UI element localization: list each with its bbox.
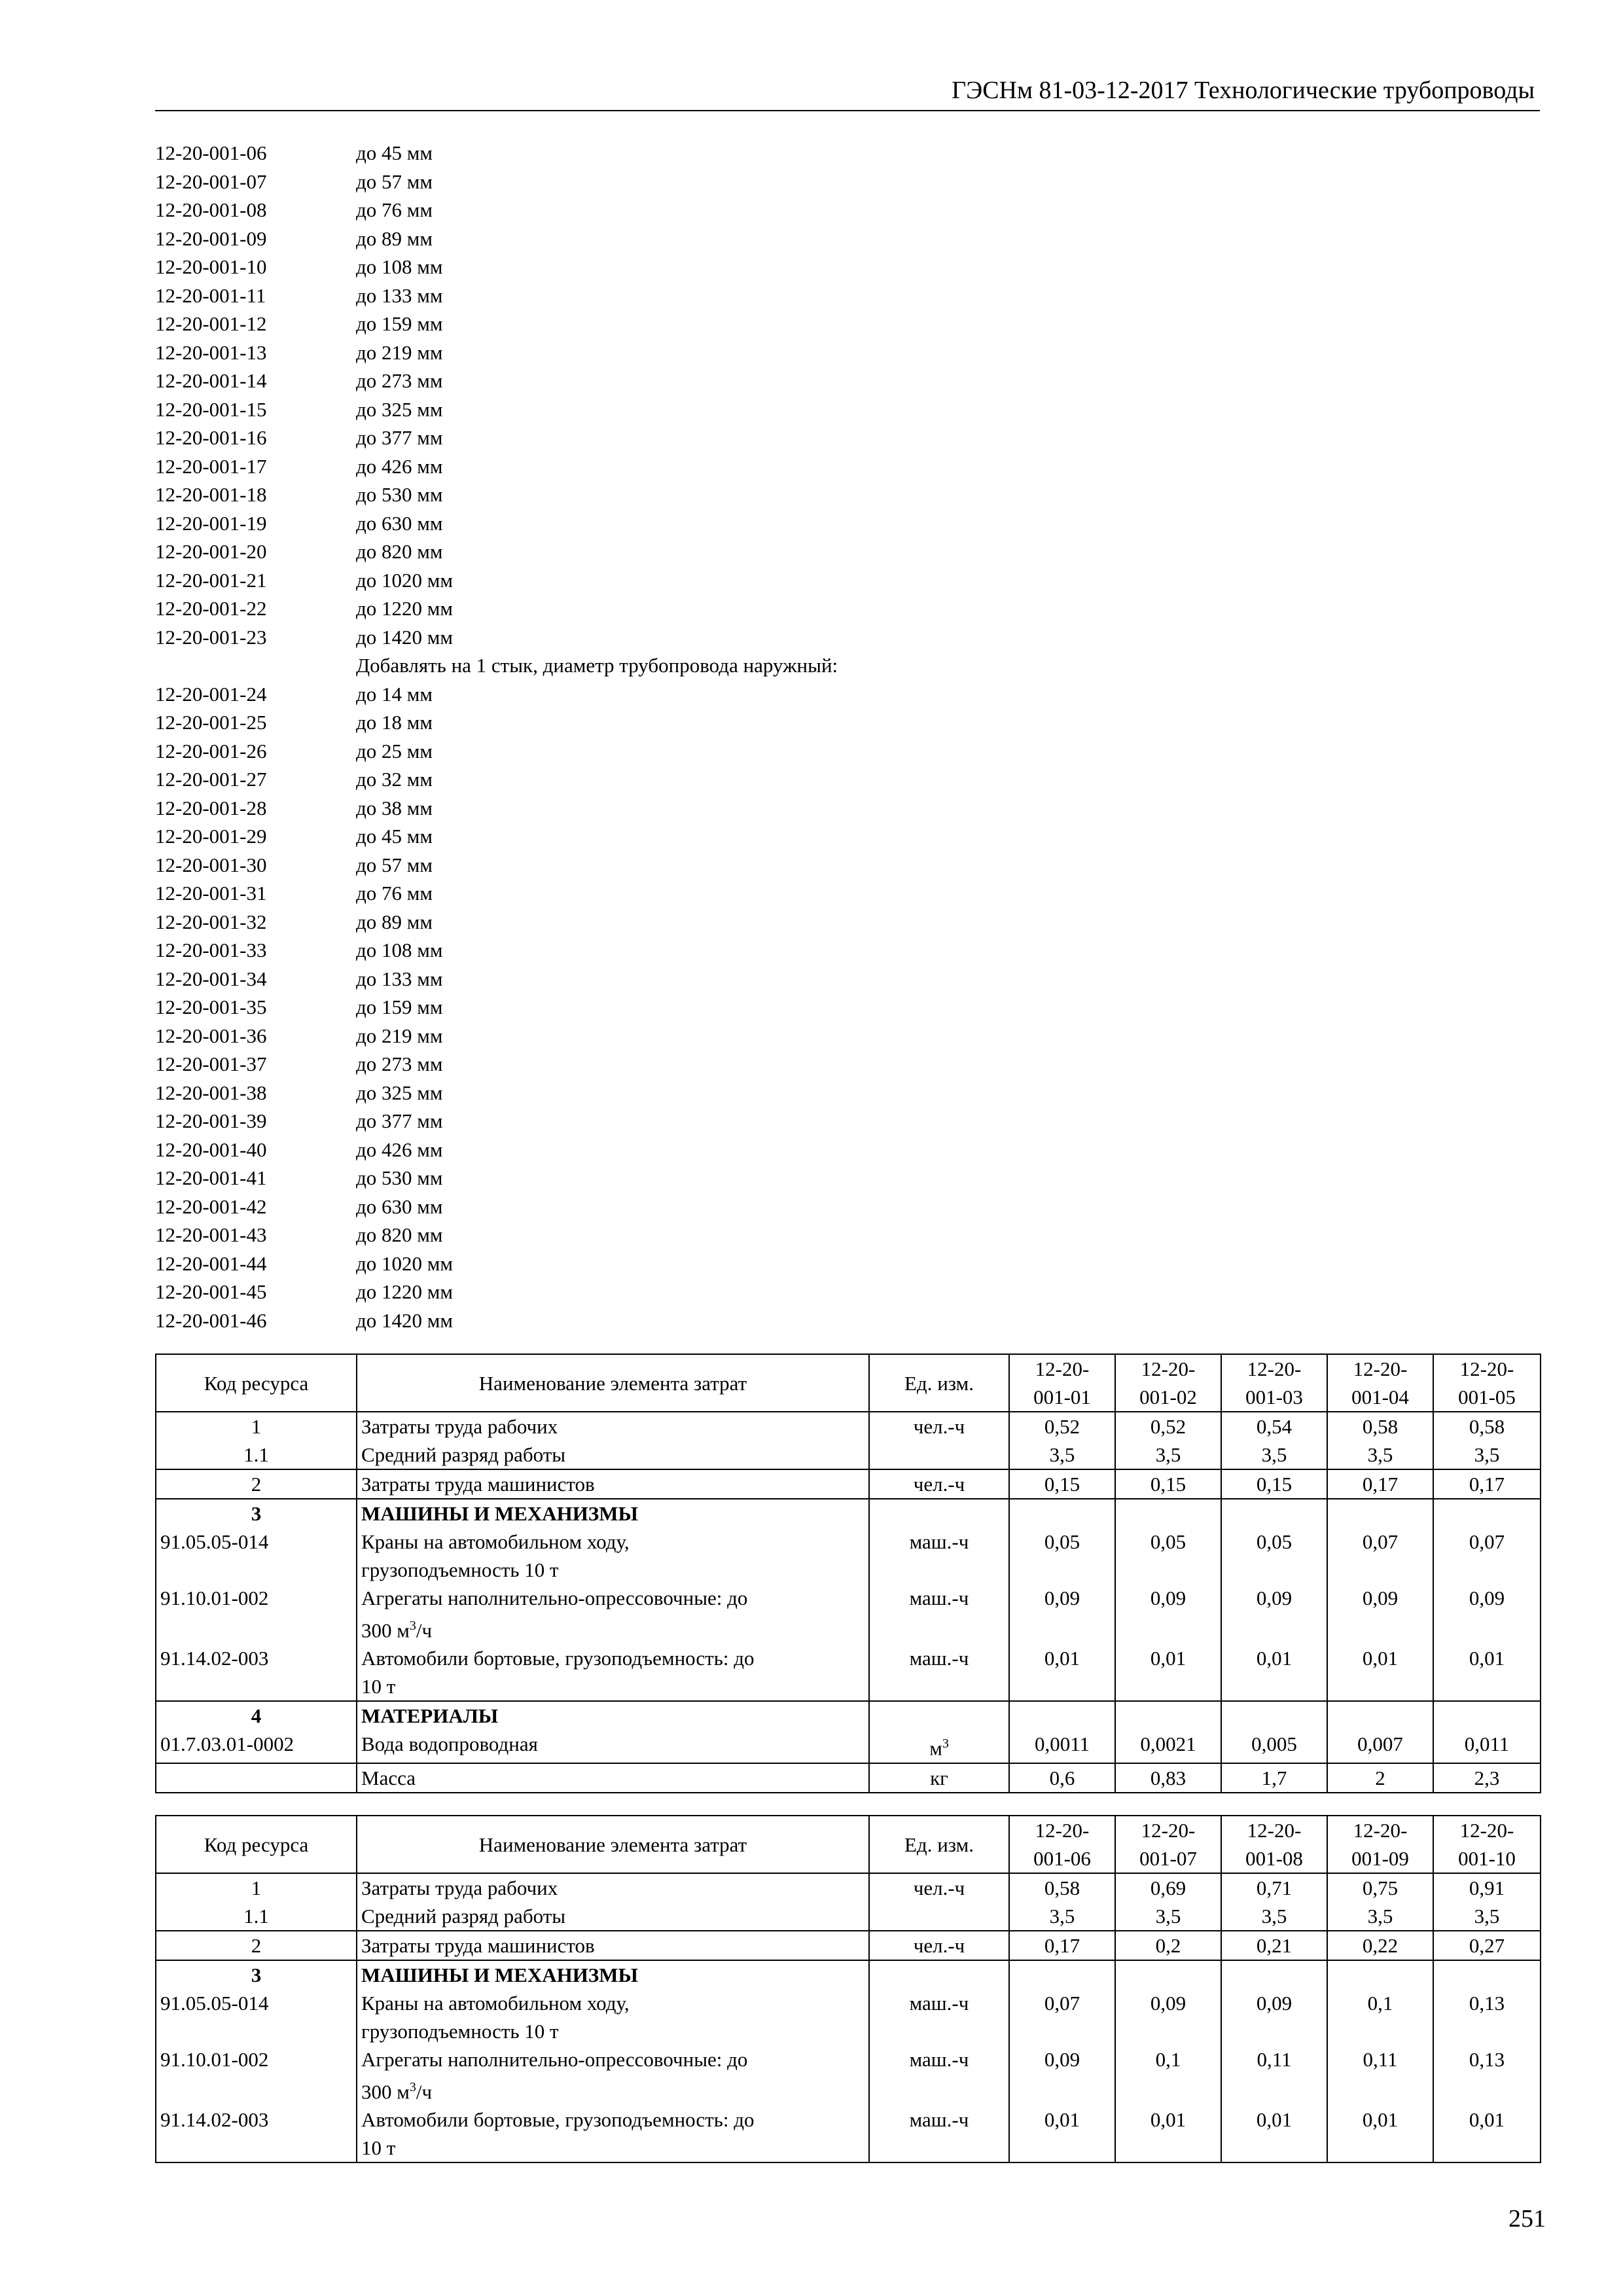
row-code: 91.14.02-003	[156, 1644, 357, 1701]
row-name: МАШИНЫ И МЕХАНИЗМЫ	[357, 1499, 869, 1528]
norm-code-bottom: 001-05	[1458, 1386, 1516, 1408]
row-value: 0,17	[1327, 1469, 1433, 1499]
list-item-code: 12-20-001-31	[155, 882, 267, 905]
row-code: 91.14.02-003	[156, 2106, 357, 2162]
row-name: Средний разряд работы	[357, 1902, 869, 1931]
row-value: 0,09	[1009, 1584, 1115, 1644]
list-item-desc: до 1220 мм	[356, 597, 454, 620]
row-name-tail: /ч	[416, 1619, 433, 1642]
row-value	[1221, 1499, 1327, 1528]
norm-code-bottom: 001-10	[1458, 1847, 1516, 1870]
row-name	[357, 1644, 869, 1701]
list-item-code: 12-20-001-33	[155, 939, 267, 961]
list-item-desc: до 325 мм	[356, 397, 443, 421]
row-value: 0,01	[1433, 1644, 1541, 1701]
row-value	[1115, 1701, 1221, 1730]
list-item-code: 12-20-001-25	[155, 711, 267, 734]
page-header	[155, 73, 1540, 111]
row-unit	[869, 1902, 1009, 1931]
row-name	[357, 1989, 869, 2045]
row-value: 0,13	[1433, 1989, 1541, 2045]
row-value: 0,09	[1327, 1584, 1433, 1644]
row-name-line1: Агрегаты наполнительно-опрессовочные: до	[361, 2048, 748, 2071]
list-item-code: 12-20-001-38	[155, 1081, 267, 1104]
row-value: 3,5	[1115, 1902, 1221, 1931]
header-norm	[1115, 1354, 1221, 1412]
row-value	[1009, 1960, 1115, 1989]
list-item-desc: до 14 мм	[356, 682, 433, 706]
norm-code-top: 12-20-	[1035, 1357, 1090, 1380]
table-row	[156, 1584, 1541, 1644]
row-value: 0,01	[1221, 1644, 1327, 1701]
list-item-code: 12-20-001-14	[155, 369, 267, 392]
row-value	[1221, 1960, 1327, 1989]
row-name-line2: 300 м	[361, 2080, 410, 2104]
row-value: 0,15	[1115, 1469, 1221, 1499]
header-unit: Ед. изм.	[869, 1816, 1009, 1873]
list-item-code: 12-20-001-41	[155, 1166, 267, 1189]
row-value: 3,5	[1009, 1441, 1115, 1469]
table-row	[156, 1902, 1541, 1931]
row-value: 2	[1327, 1763, 1433, 1793]
list-item-desc: до 325 мм	[356, 1081, 443, 1104]
row-value: 3,5	[1009, 1902, 1115, 1931]
row-value: 0,09	[1221, 1584, 1327, 1644]
list-item-code: 12-20-001-11	[155, 283, 266, 307]
table-row	[156, 2106, 1541, 2162]
list-item-code: 12-20-001-30	[155, 853, 267, 876]
header-norm	[1327, 1354, 1433, 1412]
row-code: 1	[156, 1873, 357, 1902]
row-name: МАШИНЫ И МЕХАНИЗМЫ	[357, 1960, 869, 1989]
row-name: Средний разряд работы	[357, 1441, 869, 1469]
list-item-desc: до 38 мм	[356, 796, 433, 819]
list-item-code: 12-20-001-09	[155, 226, 267, 250]
table-row	[156, 1701, 1541, 1730]
row-unit	[869, 1441, 1009, 1469]
row-name-line1: Автомобили бортовые, грузоподъемность: до	[361, 2108, 755, 2132]
row-value: 0,007	[1327, 1730, 1433, 1763]
header-unit: Ед. изм.	[869, 1354, 1009, 1412]
row-name: Затраты труда машинистов	[357, 1931, 869, 1960]
list-item-desc: до 820 мм	[356, 1223, 443, 1246]
list-item-code: 12-20-001-43	[155, 1223, 267, 1246]
norm-code-bottom: 001-09	[1351, 1847, 1409, 1870]
superscript: 3	[409, 1619, 416, 1633]
list-item-code: 12-20-001-16	[155, 426, 267, 449]
list-item-desc: до 1220 мм	[356, 1280, 454, 1303]
row-value: 3,5	[1221, 1902, 1327, 1931]
list-item-desc: до 530 мм	[356, 483, 443, 506]
list-item-desc: до 159 мм	[356, 996, 443, 1018]
list-item-code: 12-20-001-26	[155, 739, 267, 762]
row-code: 3	[156, 1499, 357, 1528]
row-value: 0,75	[1327, 1873, 1433, 1902]
header-norm	[1009, 1816, 1115, 1873]
row-value: 3,5	[1327, 1441, 1433, 1469]
header-norm	[1327, 1816, 1433, 1873]
list-item-desc: до 57 мм	[356, 853, 433, 876]
table-row	[156, 2045, 1541, 2106]
row-value: 2,3	[1433, 1763, 1541, 1793]
norm-code-top: 12-20-	[1247, 1357, 1302, 1380]
list-item-code: 12-20-001-29	[155, 825, 267, 848]
row-value: 0,17	[1009, 1931, 1115, 1960]
row-name-line1: Краны на автомобильном ходу,	[361, 1530, 630, 1553]
list-item-code: 12-20-001-34	[155, 967, 267, 990]
header-norm	[1009, 1354, 1115, 1412]
list-item-code: 12-20-001-39	[155, 1109, 267, 1132]
row-name-tail: /ч	[416, 2080, 433, 2104]
row-value: 0,6	[1009, 1763, 1115, 1793]
row-value: 3,5	[1433, 1902, 1541, 1931]
list-item-desc: до 530 мм	[356, 1166, 443, 1189]
table-row	[156, 1412, 1541, 1441]
list-item-code: 12-20-001-22	[155, 597, 267, 620]
table-row	[156, 1730, 1541, 1763]
row-value: 0,01	[1327, 1644, 1433, 1701]
row-name-line1: Агрегаты наполнительно-опрессовочные: до	[361, 1587, 748, 1609]
norm-code-bottom: 001-02	[1139, 1386, 1197, 1408]
header-name: Наименование элемента затрат	[357, 1816, 869, 1873]
list-item-desc: до 1020 мм	[356, 568, 454, 592]
row-code: 4	[156, 1701, 357, 1730]
norm-code-top: 12-20-	[1141, 1819, 1196, 1842]
row-value: 0,11	[1221, 2045, 1327, 2106]
row-value	[1221, 1701, 1327, 1730]
row-value: 0,58	[1433, 1412, 1541, 1441]
row-value: 0,58	[1327, 1412, 1433, 1441]
row-name	[357, 1584, 869, 1644]
row-name	[357, 2045, 869, 2106]
table-row	[156, 1528, 1541, 1584]
list-item-desc: до 45 мм	[356, 825, 433, 848]
header-title: ГЭСНм 81-03-12-2017 Технологические трубопроводы	[952, 77, 1535, 104]
row-name-line1: Краны на автомобильном ходу,	[361, 1992, 630, 2015]
row-name-line2: грузоподъемность 10 т	[361, 1558, 559, 1581]
list-item-code: 12-20-001-13	[155, 340, 267, 364]
list-item-code: 12-20-001-08	[155, 198, 267, 221]
unit-text: м	[929, 1736, 942, 1760]
row-value: 0,21	[1221, 1931, 1327, 1960]
row-name: Затраты труда рабочих	[357, 1412, 869, 1441]
row-unit: чел.-ч	[869, 1873, 1009, 1902]
row-value: 0,01	[1115, 2106, 1221, 2162]
list-item-desc: до 630 мм	[356, 1194, 443, 1218]
row-code: 01.7.03.01-0002	[156, 1730, 357, 1763]
row-name-line2: грузоподъемность 10 т	[361, 2020, 559, 2043]
row-value: 0,09	[1115, 1989, 1221, 2045]
norm-code-top: 12-20-	[1459, 1819, 1514, 1842]
list-item-desc: до 18 мм	[356, 711, 433, 734]
header-norm	[1433, 1816, 1541, 1873]
row-name-line2: 300 м	[361, 1619, 410, 1642]
header-norm	[1221, 1354, 1327, 1412]
list-item-code: 12-20-001-12	[155, 312, 267, 335]
row-unit: маш.-ч	[869, 1528, 1009, 1584]
table-row	[156, 1763, 1541, 1793]
row-code: 91.10.01-002	[156, 1584, 357, 1644]
superscript: 3	[409, 2080, 416, 2094]
row-value	[1433, 1499, 1541, 1528]
row-unit: маш.-ч	[869, 1584, 1009, 1644]
row-value: 0,07	[1433, 1528, 1541, 1584]
norm-code-top: 12-20-	[1247, 1819, 1302, 1842]
list-item-code: 12-20-001-23	[155, 625, 267, 649]
row-value: 0,0021	[1115, 1730, 1221, 1763]
row-value: 0,01	[1433, 2106, 1541, 2162]
row-value	[1327, 1960, 1433, 1989]
list-item-code: 12-20-001-19	[155, 511, 267, 535]
list-item-desc: Добавлять на 1 стык, диаметр трубопровода наружный:	[356, 654, 838, 677]
row-value: 0,01	[1009, 1644, 1115, 1701]
row-value	[1433, 1701, 1541, 1730]
norm-code-bottom: 001-03	[1245, 1386, 1303, 1408]
row-value: 0,71	[1221, 1873, 1327, 1902]
row-code: 2	[156, 1931, 357, 1960]
header-code: Код ресурса	[156, 1354, 357, 1412]
list-item-desc: до 219 мм	[356, 340, 443, 364]
norm-code-top: 12-20-	[1459, 1357, 1514, 1380]
list-item-desc: до 1420 мм	[356, 625, 454, 649]
row-value: 0,15	[1221, 1469, 1327, 1499]
row-value: 0,09	[1221, 1989, 1327, 2045]
list-item-code: 12-20-001-36	[155, 1024, 267, 1047]
row-value: 0,07	[1327, 1528, 1433, 1584]
row-unit	[869, 1499, 1009, 1528]
row-unit: маш.-ч	[869, 1989, 1009, 2045]
table-header-row	[156, 1816, 1541, 1873]
list-item-code: 12-20-001-10	[155, 255, 267, 278]
table-row	[156, 1960, 1541, 1989]
row-name: Масса	[357, 1763, 869, 1793]
table-row	[156, 1931, 1541, 1960]
header-name: Наименование элемента затрат	[357, 1354, 869, 1412]
list-item-desc: до 1020 мм	[356, 1251, 454, 1275]
row-value: 0,11	[1327, 2045, 1433, 2106]
row-code: 91.10.01-002	[156, 2045, 357, 2106]
table-row	[156, 1989, 1541, 2045]
header-norm	[1115, 1816, 1221, 1873]
row-value: 0,05	[1221, 1528, 1327, 1584]
list-item-code: 12-20-001-06	[155, 141, 267, 164]
row-unit	[869, 1960, 1009, 1989]
row-unit: кг	[869, 1763, 1009, 1793]
row-value	[1009, 1701, 1115, 1730]
row-code: 91.05.05-014	[156, 1528, 357, 1584]
list-item-desc: до 377 мм	[356, 1109, 443, 1132]
row-name	[357, 1528, 869, 1584]
list-item-code: 12-20-001-28	[155, 796, 267, 819]
list-item-desc: до 76 мм	[356, 198, 433, 221]
row-unit: маш.-ч	[869, 2106, 1009, 2162]
list-item-code: 12-20-001-32	[155, 910, 267, 933]
row-value: 0,22	[1327, 1931, 1433, 1960]
row-value: 3,5	[1433, 1441, 1541, 1469]
norm-code-bottom: 001-07	[1139, 1847, 1197, 1870]
row-value: 0,2	[1115, 1931, 1221, 1960]
row-value	[1327, 1499, 1433, 1528]
list-item-desc: до 45 мм	[356, 141, 433, 164]
row-value	[1433, 1960, 1541, 1989]
list-item-desc: до 57 мм	[356, 170, 433, 193]
row-name-line1: Автомобили бортовые, грузоподъемность: до	[361, 1647, 755, 1670]
row-value: 0,1	[1327, 1989, 1433, 2045]
row-value: 3,5	[1327, 1902, 1433, 1931]
row-value: 0,69	[1115, 1873, 1221, 1902]
list-item-code: 12-20-001-35	[155, 996, 267, 1018]
list-item-code: 12-20-001-15	[155, 397, 267, 421]
row-value	[1009, 1499, 1115, 1528]
list-item-code: 12-20-001-40	[155, 1138, 267, 1161]
row-unit: чел.-ч	[869, 1412, 1009, 1441]
table-row	[156, 1644, 1541, 1701]
list-item-code: 12-20-001-42	[155, 1194, 267, 1218]
row-value: 3,5	[1221, 1441, 1327, 1469]
list-item-code: 12-20-001-37	[155, 1052, 267, 1075]
row-name-line2: 10 т	[361, 1675, 396, 1698]
row-value: 0,05	[1115, 1528, 1221, 1584]
resource-table-2	[155, 1815, 1541, 2163]
table-header-row	[156, 1354, 1541, 1412]
row-value: 0,52	[1009, 1412, 1115, 1441]
row-name: Затраты труда рабочих	[357, 1873, 869, 1902]
list-item-code: 12-20-001-45	[155, 1280, 267, 1303]
row-code	[156, 1763, 357, 1793]
row-value: 0,07	[1009, 1989, 1115, 2045]
row-code: 1.1	[156, 1902, 357, 1931]
row-value: 0,01	[1115, 1644, 1221, 1701]
row-unit: маш.-ч	[869, 1644, 1009, 1701]
list-item-desc: до 133 мм	[356, 967, 443, 990]
list-item-code: 12-20-001-21	[155, 568, 267, 592]
table-row	[156, 1873, 1541, 1902]
list-item-desc: до 630 мм	[356, 511, 443, 535]
row-value: 0,09	[1433, 1584, 1541, 1644]
table-row	[156, 1469, 1541, 1499]
row-value: 0,83	[1115, 1763, 1221, 1793]
norm-code-bottom: 001-06	[1033, 1847, 1091, 1870]
list-item-code: 12-20-001-20	[155, 540, 267, 563]
list-item-desc: до 820 мм	[356, 540, 443, 563]
list-item-code: 12-20-001-27	[155, 768, 267, 791]
row-name: Затраты труда машинистов	[357, 1469, 869, 1499]
row-value: 0,27	[1433, 1931, 1541, 1960]
row-value: 0,54	[1221, 1412, 1327, 1441]
row-value: 3,5	[1115, 1441, 1221, 1469]
list-item-desc: до 32 мм	[356, 768, 433, 791]
list-item-desc: до 273 мм	[356, 369, 443, 392]
row-value: 1,7	[1221, 1763, 1327, 1793]
row-unit: чел.-ч	[869, 1469, 1009, 1499]
norm-code-bottom: 001-01	[1033, 1386, 1091, 1408]
row-name: Вода водопроводная	[357, 1730, 869, 1763]
row-name	[357, 2106, 869, 2162]
list-item-desc: до 219 мм	[356, 1024, 443, 1047]
table-row	[156, 1441, 1541, 1469]
row-value: 0,91	[1433, 1873, 1541, 1902]
row-unit	[869, 1730, 1009, 1763]
list-item-desc: до 273 мм	[356, 1052, 443, 1075]
norm-code-top: 12-20-	[1141, 1357, 1196, 1380]
row-name-line2: 10 т	[361, 2136, 396, 2160]
row-value: 0,01	[1009, 2106, 1115, 2162]
row-name: МАТЕРИАЛЫ	[357, 1701, 869, 1730]
norm-code-top: 12-20-	[1353, 1357, 1408, 1380]
row-code: 91.05.05-014	[156, 1989, 357, 2045]
list-item-code: 12-20-001-18	[155, 483, 267, 506]
row-unit: маш.-ч	[869, 2045, 1009, 2106]
list-item-desc: до 89 мм	[356, 226, 433, 250]
row-code: 1.1	[156, 1441, 357, 1469]
row-value: 0,01	[1221, 2106, 1327, 2162]
row-value: 0,52	[1115, 1412, 1221, 1441]
list-item-desc: до 426 мм	[356, 454, 443, 478]
row-value: 0,0011	[1009, 1730, 1115, 1763]
list-item-desc: до 426 мм	[356, 1138, 443, 1161]
page-number: 251	[1508, 2205, 1546, 2233]
row-unit: чел.-ч	[869, 1931, 1009, 1960]
superscript: 3	[942, 1736, 949, 1751]
row-value	[1115, 1960, 1221, 1989]
list-item-code: 12-20-001-17	[155, 454, 267, 478]
row-value: 0,09	[1115, 1584, 1221, 1644]
row-value: 0,005	[1221, 1730, 1327, 1763]
row-value	[1115, 1499, 1221, 1528]
row-value: 0,1	[1115, 2045, 1221, 2106]
list-item-code: 12-20-001-44	[155, 1251, 267, 1275]
norm-code-top: 12-20-	[1035, 1819, 1090, 1842]
row-code: 1	[156, 1412, 357, 1441]
table-row	[156, 1499, 1541, 1528]
row-value: 0,13	[1433, 2045, 1541, 2106]
list-item-desc: до 89 мм	[356, 910, 433, 933]
list-item-desc: до 108 мм	[356, 939, 443, 961]
row-value: 0,05	[1009, 1528, 1115, 1584]
list-item-desc: до 159 мм	[356, 312, 443, 335]
row-value: 0,09	[1009, 2045, 1115, 2106]
list-item-desc: до 25 мм	[356, 739, 433, 762]
list-item-code: 12-20-001-46	[155, 1308, 267, 1332]
header-norm	[1221, 1816, 1327, 1873]
norm-code-bottom: 001-04	[1351, 1386, 1409, 1408]
row-value	[1327, 1701, 1433, 1730]
list-item-code: 12-20-001-07	[155, 170, 267, 193]
row-value: 0,17	[1433, 1469, 1541, 1499]
row-unit	[869, 1701, 1009, 1730]
row-value: 0,01	[1327, 2106, 1433, 2162]
list-item-desc: до 377 мм	[356, 426, 443, 449]
list-item-desc: до 1420 мм	[356, 1308, 454, 1332]
row-code: 3	[156, 1960, 357, 1989]
resource-table-1	[155, 1354, 1541, 1793]
list-item-desc: до 133 мм	[356, 283, 443, 307]
header-code: Код ресурса	[156, 1816, 357, 1873]
row-value: 0,15	[1009, 1469, 1115, 1499]
row-value: 0,58	[1009, 1873, 1115, 1902]
row-code: 2	[156, 1469, 357, 1499]
header-norm	[1433, 1354, 1541, 1412]
list-item-desc: до 108 мм	[356, 255, 443, 278]
list-item-code: 12-20-001-24	[155, 682, 267, 706]
list-item-desc: до 76 мм	[356, 882, 433, 905]
norm-code-top: 12-20-	[1353, 1819, 1408, 1842]
norm-code-bottom: 001-08	[1245, 1847, 1303, 1870]
row-value: 0,011	[1433, 1730, 1541, 1763]
